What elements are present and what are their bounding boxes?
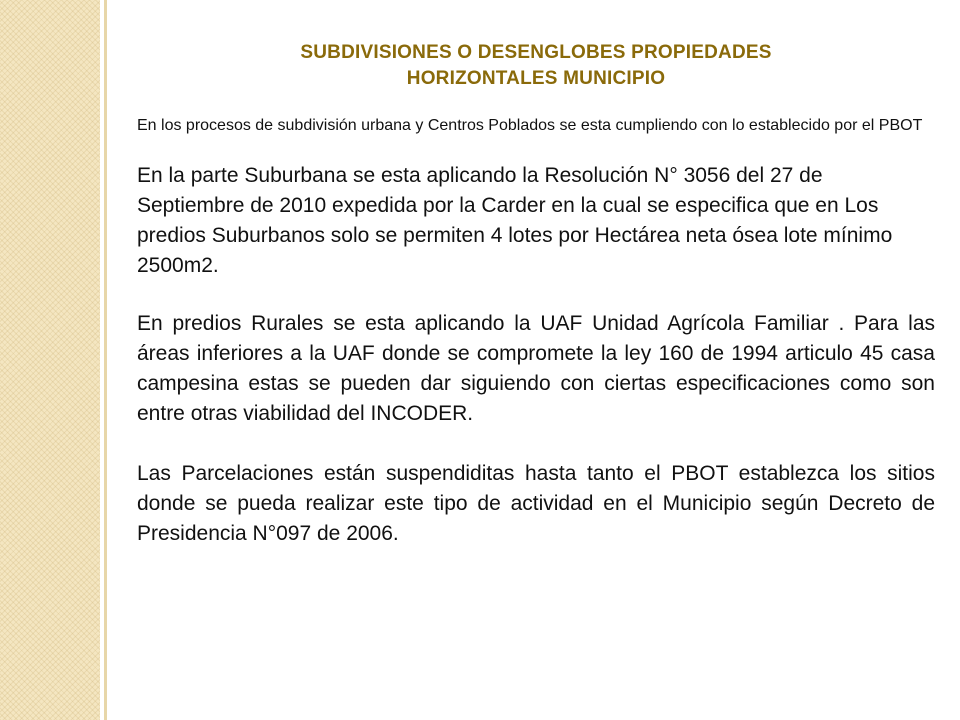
rurales-paragraph: En predios Rurales se esta aplicando la UAF Unidad Agrícola Familiar . Para las áreas inferiores a la UAF donde se compromete la ley 160 de 1994 articulo 45 casa campesina estas se pueden dar siguiendo con ciertas especificaciones como son entre otras viabilidad del INCODER. xyxy=(137,312,935,425)
suburbana-paragraph: En la parte Suburbana se esta aplicando la Resolución N° 3056 del 27 de Septiembre de 2010 expedida por la Carder en la cual se especifica que en Los predios Suburbanos solo se permiten 4 lotes por Hectárea neta ósea lote mínimo 2500m2. xyxy=(137,164,893,277)
decorative-side-line xyxy=(104,0,107,720)
slide-title xyxy=(137,40,935,92)
decorative-side-band xyxy=(0,0,100,720)
slide-title-line-1: SUBDIVISIONES O DESENGLOBES PROPIEDADES xyxy=(300,42,772,63)
intro-paragraph: En los procesos de subdivisión urbana y Centros Poblados se esta cumpliendo con lo establecido por el PBOT xyxy=(137,117,923,134)
slide-title-line-2: HORIZONTALES MUNICIPIO xyxy=(406,68,666,89)
parcelaciones-paragraph: Las Parcelaciones están suspendiditas hasta tanto el PBOT establezca los sitios donde se pueda realizar este tipo de actividad en el Municipio según Decreto de Presidencia N°097 de 2006. xyxy=(137,462,935,545)
slide-content xyxy=(137,40,935,549)
